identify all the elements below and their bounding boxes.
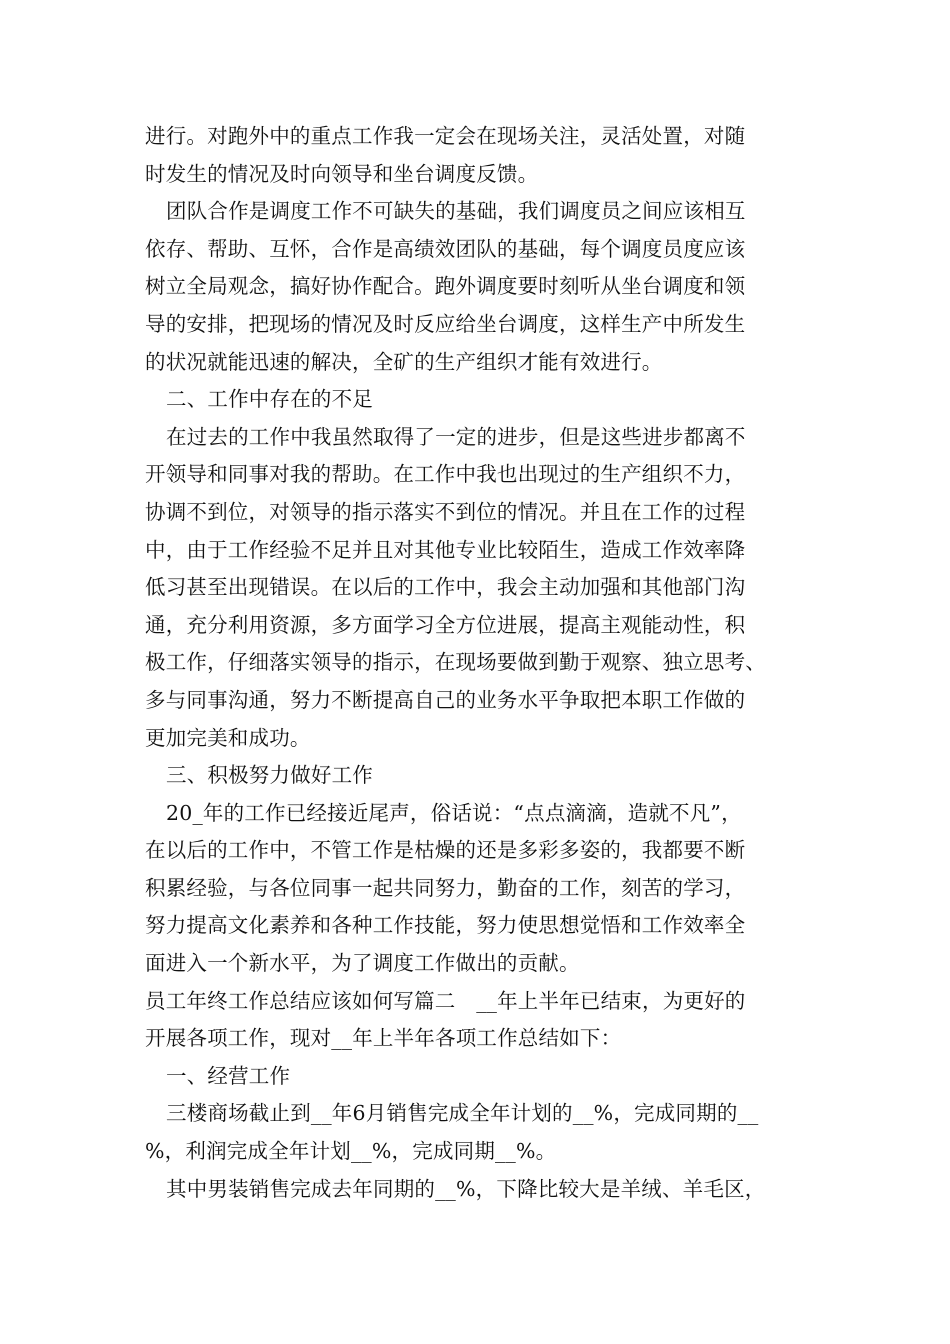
text-line: 通，充分利用资源，多方面学习全方位进展，提高主观能动性，积 bbox=[145, 612, 746, 637]
text-line: 的状况就能迅速的解决，全矿的生产组织才能有效进行。 bbox=[145, 349, 663, 374]
document-body bbox=[145, 118, 810, 1208]
text-line: 一、经营工作 bbox=[166, 1063, 291, 1088]
text-line: %，利润完成全年计划__%，完成同期__%。 bbox=[145, 1139, 557, 1164]
text-line: 依存、帮助、互怀，合作是高绩效团队的基础，每个调度员度应该 bbox=[145, 236, 746, 261]
text-line: 进行。对跑外中的重点工作我一定会在现场关注，灵活处置，对随 bbox=[145, 124, 746, 148]
text-line: 员工年终工作总结应该如何写篇二 __年上半年已结束，为更好的 bbox=[145, 988, 746, 1013]
text-line: 积累经验，与各位同事一起共同努力，勤奋的工作，刻苦的学习， bbox=[145, 875, 746, 900]
text-line: 二、工作中存在的不足 bbox=[166, 387, 373, 412]
text-line: 导的安排，把现场的情况及时反应给坐台调度，这样生产中所发生 bbox=[145, 311, 746, 336]
text-line: 20_年的工作已经接近尾声，俗话说：“点点滴滴，造就不凡”， bbox=[166, 800, 742, 825]
text-line: 协调不到位，对领导的指示落实不到位的情况。并且在工作的过程 bbox=[145, 499, 746, 524]
text-line: 努力提高文化素养和各种工作技能，努力使思想觉悟和工作效率全 bbox=[145, 913, 746, 938]
text-line: 低习甚至出现错误。在以后的工作中，我会主动加强和其他部门沟 bbox=[145, 575, 746, 600]
text-line: 在以后的工作中，不管工作是枯燥的还是多彩多姿的，我都要不断 bbox=[145, 838, 746, 863]
text-line: 时发生的情况及时向领导和坐台调度反馈。 bbox=[145, 161, 539, 186]
text-line: 开展各项工作，现对__年上半年各项工作总结如下： bbox=[145, 1026, 622, 1051]
text-line: 极工作，仔细落实领导的指示，在现场要做到勤于观察、独立思考、 bbox=[145, 650, 766, 675]
text-line: 其中男装销售完成去年同期的__%，下降比较大是羊绒、羊毛区， bbox=[166, 1176, 766, 1201]
text-line: 三、积极努力做好工作 bbox=[166, 763, 373, 788]
text-line: 更加完美和成功。 bbox=[145, 725, 311, 750]
text-line: 多与同事沟通，努力不断提高自己的业务水平争取把本职工作做的 bbox=[145, 687, 746, 712]
text-line: 面进入一个新水平，为了调度工作做出的贡献。 bbox=[145, 951, 580, 976]
text-line: 树立全局观念，搞好协作配合。跑外调度要时刻听从坐台调度和领 bbox=[145, 274, 746, 299]
text-line: 团队合作是调度工作不可缺失的基础，我们调度员之间应该相互 bbox=[166, 199, 746, 224]
text-line: 在过去的工作中我虽然取得了一定的进步，但是这些进步都离不 bbox=[166, 424, 746, 449]
text-line: 开领导和同事对我的帮助。在工作中我也出现过的生产组织不力， bbox=[145, 462, 746, 487]
text-line: 中，由于工作经验不足并且对其他专业比较陌生，造成工作效率降 bbox=[145, 537, 746, 562]
text-line: 三楼商场截止到__年6月销售完成全年计划的__%，完成同期的__ bbox=[166, 1101, 759, 1126]
